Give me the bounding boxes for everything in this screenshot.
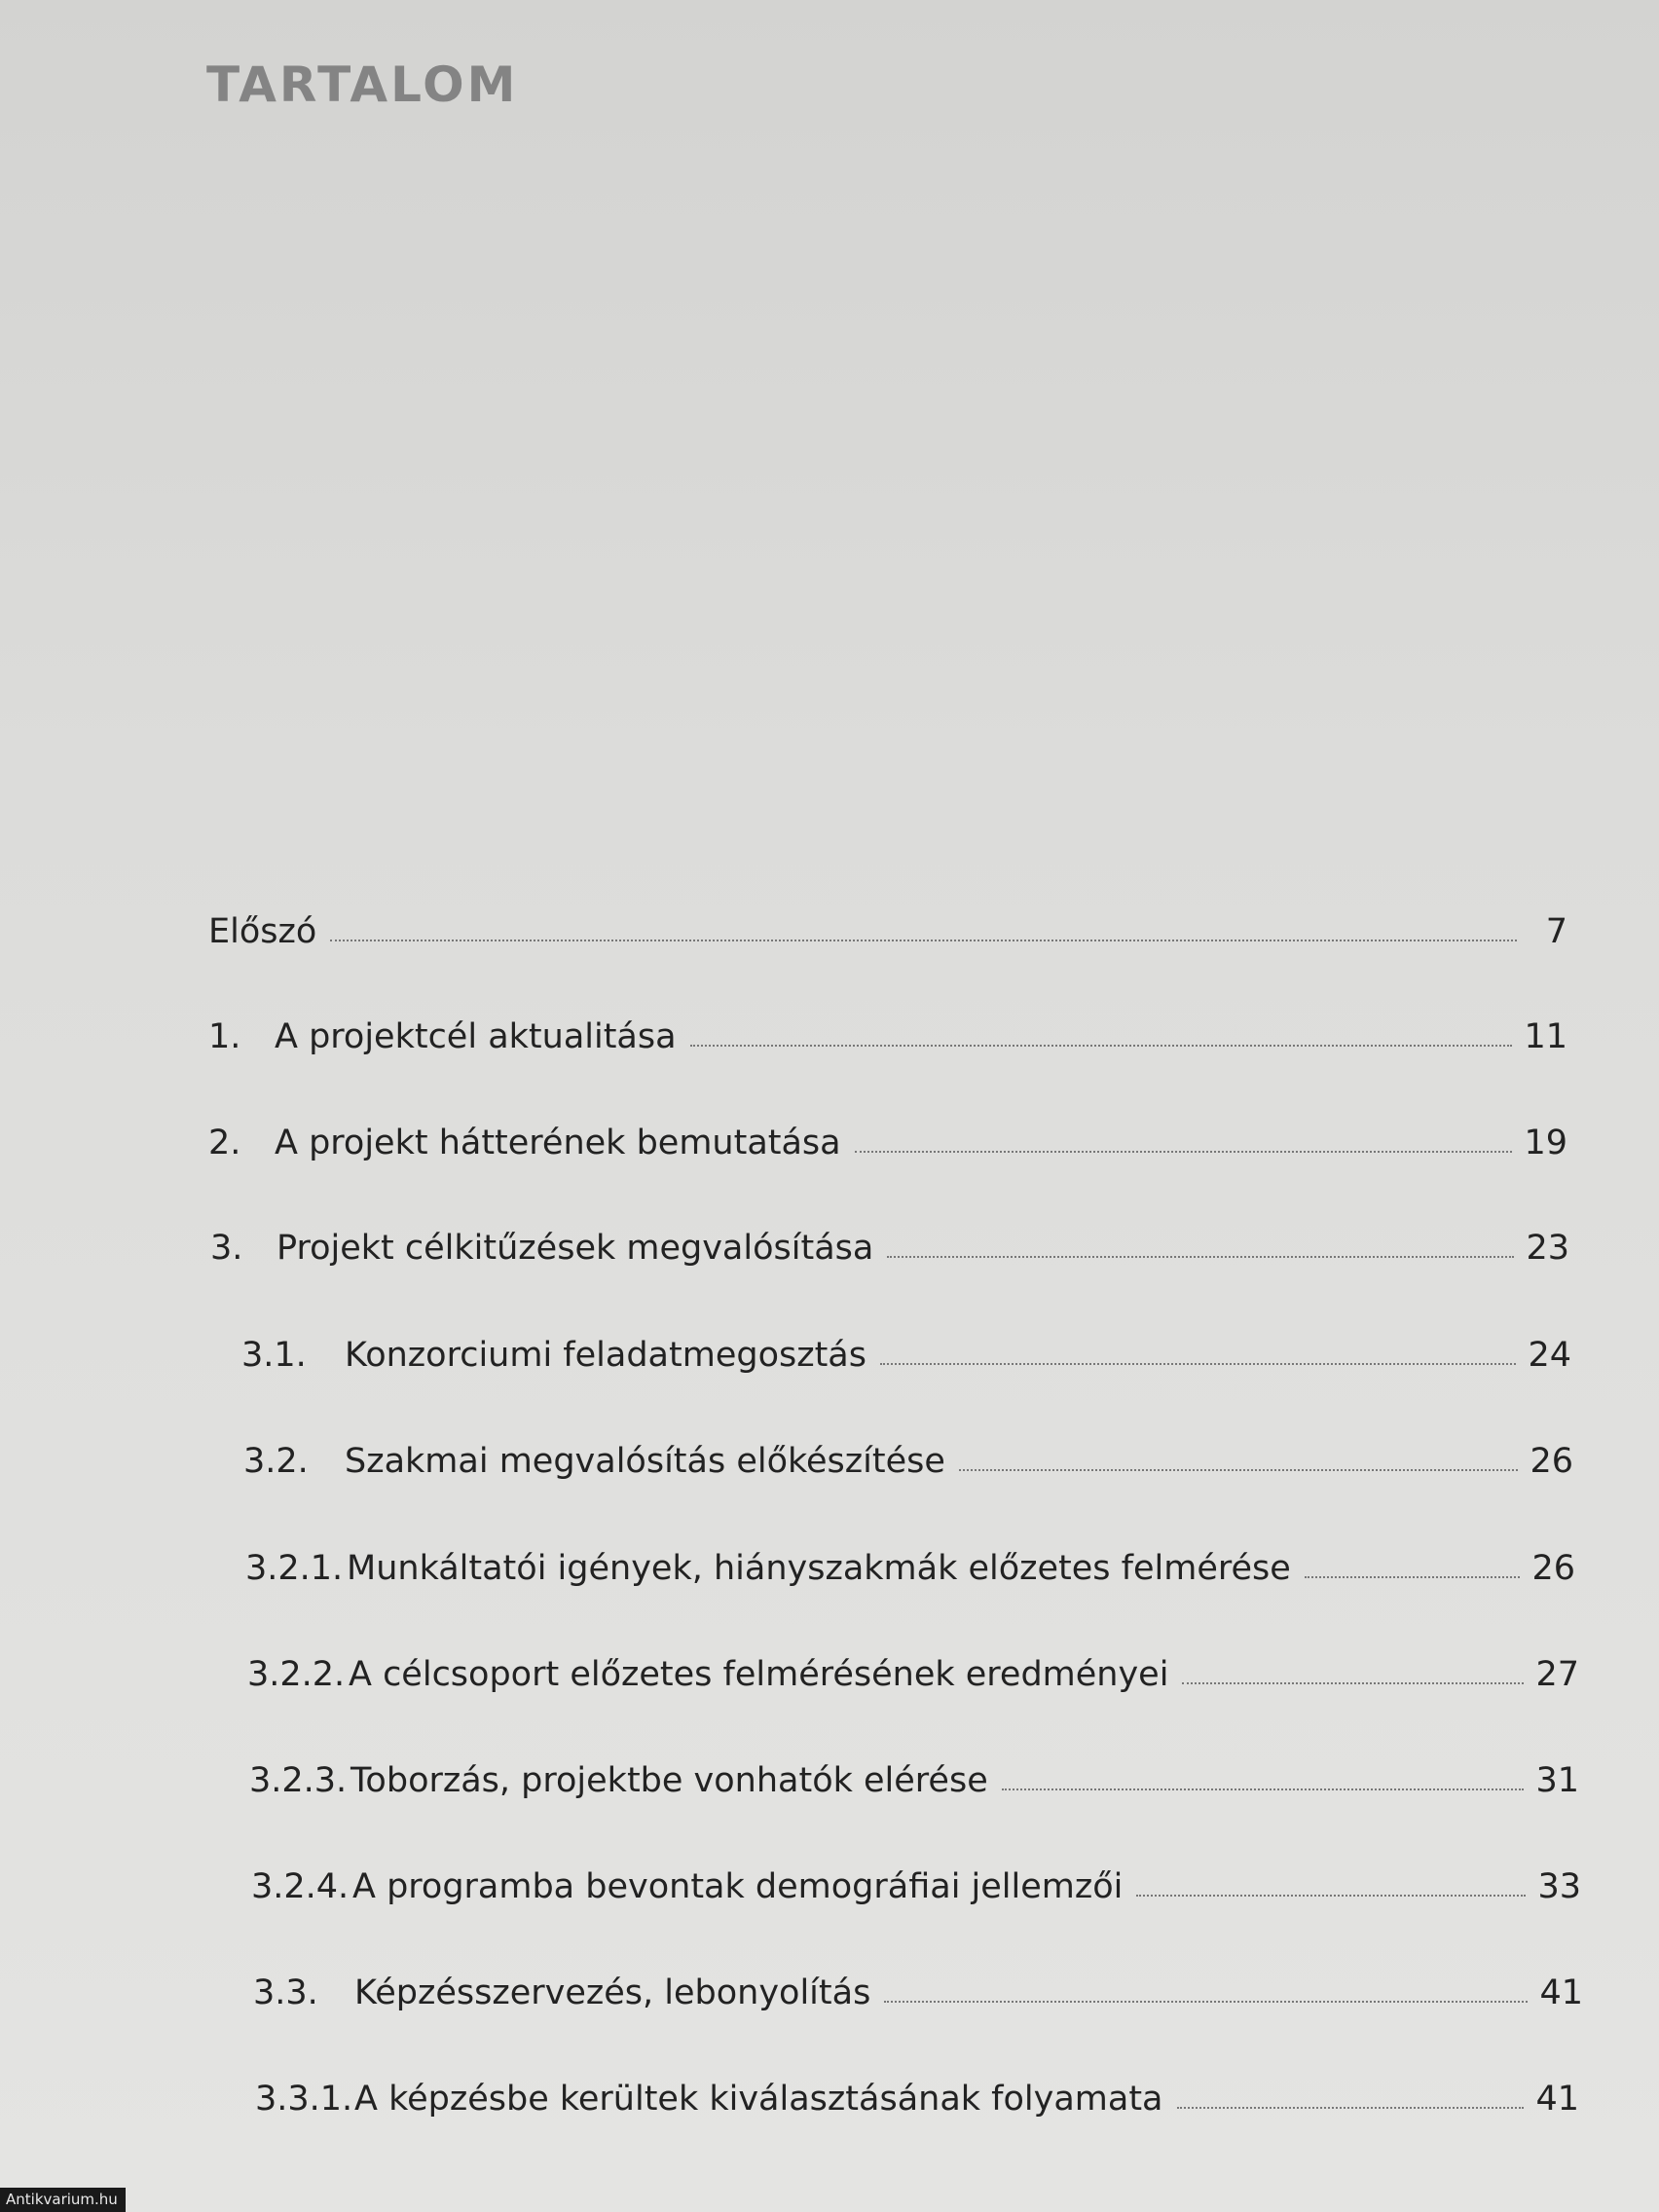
toc-leader-dots	[1305, 1576, 1521, 1578]
toc-entry-number: 3.	[210, 1229, 243, 1268]
toc-entry	[245, 1549, 1575, 1588]
toc-entry-page: 27	[1535, 1655, 1579, 1694]
toc-entry-page: 41	[1539, 1973, 1583, 2012]
toc-entry-title: Előszó	[208, 912, 317, 951]
toc-entry-page: 23	[1526, 1229, 1569, 1268]
toc-leader-dots	[884, 2001, 1528, 2003]
toc-entry-title: A projektcél aktualitása	[275, 1017, 677, 1056]
toc-entry	[243, 1442, 1573, 1481]
toc-leader-dots	[330, 940, 1517, 941]
toc-entry-page: 26	[1530, 1442, 1573, 1481]
toc-entry-title: Toborzás, projektbe vonhatók elérése	[350, 1761, 988, 1800]
toc-entry-number: 3.2.3.	[249, 1761, 348, 1800]
toc-entry	[255, 2080, 1579, 2119]
toc-leader-dots	[1002, 1788, 1525, 1790]
toc-entry-page: 19	[1524, 1124, 1567, 1162]
toc-entry-title: Konzorciumi feladatmegosztás	[345, 1336, 866, 1375]
toc-entry-page: 26	[1531, 1549, 1575, 1588]
toc-entry-number: 3.2.1.	[245, 1549, 344, 1588]
toc-leader-dots	[855, 1151, 1513, 1153]
toc-entry-number: 3.3.1.	[255, 2080, 353, 2119]
toc-entry-number: 2.	[208, 1124, 241, 1162]
toc-entry-page: 33	[1537, 1867, 1581, 1906]
toc-entry	[253, 1973, 1583, 2012]
toc-entry-page: 11	[1524, 1017, 1567, 1056]
toc-entry-number: 3.3.	[253, 1973, 318, 2012]
toc-entry-title: A projekt hátterének bemutatása	[275, 1124, 841, 1162]
toc-entry	[208, 1017, 1567, 1056]
toc-heading: TARTALOM	[206, 56, 519, 113]
toc-entry-title: A képzésbe kerültek kiválasztásának folyamata	[354, 2080, 1163, 2119]
toc-entry	[241, 1336, 1571, 1375]
toc-entry-title: Képzésszervezés, lebonyolítás	[354, 1973, 871, 2012]
toc-entry	[208, 1126, 1567, 1161]
toc-entry-number: 3.1.	[241, 1336, 307, 1375]
toc-entry-title: Projekt célkitűzések megvalósítása	[276, 1229, 874, 1268]
watermark-label: Antikvarium.hu	[0, 2188, 126, 2212]
toc-entry-number: 1.	[208, 1017, 241, 1056]
toc-entry-page: 31	[1535, 1761, 1579, 1800]
toc-entry-title: A célcsoport előzetes felmérésének eredményei	[349, 1655, 1169, 1694]
toc-leader-dots	[1177, 2107, 1525, 2109]
toc-entry	[251, 1867, 1581, 1906]
toc-leader-dots	[1136, 1895, 1526, 1897]
toc-entry-page: 7	[1545, 912, 1567, 951]
toc-entry-page: 41	[1535, 2080, 1579, 2119]
toc-entry-number: 3.2.2.	[247, 1655, 346, 1694]
toc-entry-number: 3.2.	[243, 1442, 309, 1481]
toc-entry-number: 3.2.4.	[251, 1867, 350, 1906]
toc-leader-dots	[959, 1469, 1519, 1471]
toc-entry	[247, 1655, 1579, 1694]
toc-entry-page: 24	[1528, 1336, 1571, 1375]
toc-leader-dots	[887, 1256, 1514, 1258]
toc-entry	[210, 1229, 1569, 1268]
toc-entry-title: Munkáltatói igények, hiányszakmák előzetes felmérése	[347, 1549, 1291, 1588]
toc-entry-title: Szakmai megvalósítás előkészítése	[345, 1442, 945, 1481]
toc-entry	[208, 912, 1567, 951]
toc-leader-dots	[690, 1045, 1513, 1047]
toc-leader-dots	[880, 1363, 1516, 1365]
toc-entry	[249, 1761, 1579, 1800]
toc-entry-title: A programba bevontak demográfiai jellemzői	[352, 1867, 1124, 1906]
toc-leader-dots	[1182, 1682, 1524, 1684]
